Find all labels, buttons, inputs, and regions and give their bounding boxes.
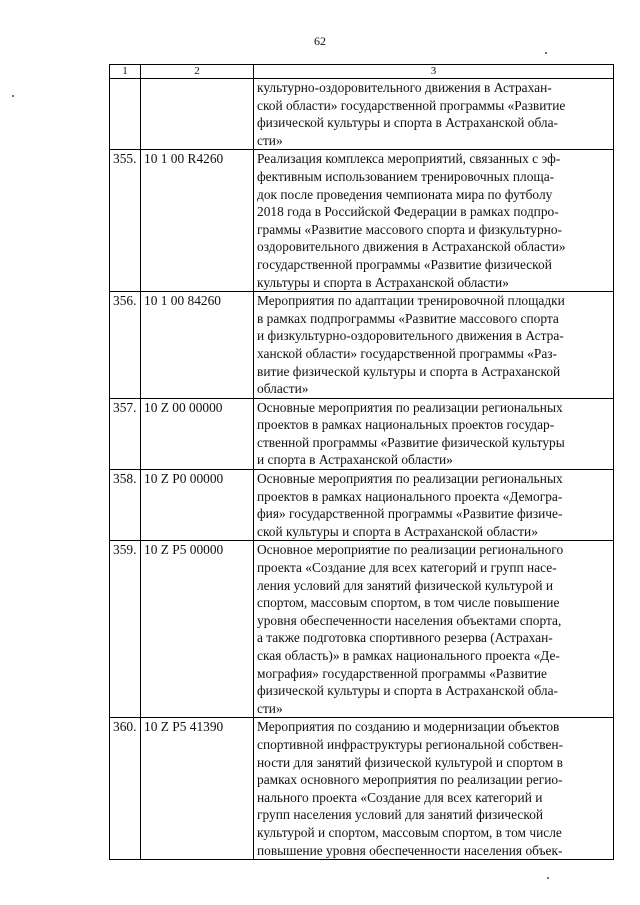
row-number: 357. [110, 398, 141, 469]
budget-code: 10 1 00 R4260 [141, 150, 254, 292]
row-number: 360. [110, 718, 141, 860]
row-description: Основное мероприятие по реализации регионального проекта «Создание для всех категорий и групп насе- ления условий для занятий физической культурой и спортом, массовым спортом, в том числе повышение уровня обеспеченности населения объектами спорта, а также подготовка спортивного резерва (Астрахан- ская область)» в рамках национального проекта «Де- мография» государственной программы «Развитие физической культуры и спорта в Астраханской обла- сти» [254, 541, 614, 718]
page-number: 62 [314, 34, 326, 48]
budget-code: 10 Z 00 00000 [141, 398, 254, 469]
table-header-row [110, 65, 614, 79]
row-number: 358. [110, 470, 141, 541]
row-description: Основные мероприятия по реализации региональных проектов в рамках национального проекта «Демогра- фия» государственной программы «Развитие физиче- ской культуры и спорта в Астраханской области» [254, 470, 614, 541]
budget-code [141, 79, 254, 150]
table-row [110, 398, 614, 469]
row-number: 355. [110, 150, 141, 292]
scan-speck [12, 95, 14, 97]
table-row [110, 718, 614, 860]
row-number: 356. [110, 292, 141, 399]
column-header-1: 1 [110, 65, 141, 79]
budget-code: 10 Z P5 41390 [141, 718, 254, 860]
budget-code-table [109, 64, 614, 860]
row-description: Мероприятия по созданию и модернизации объектов спортивной инфраструктуры региональной собствен- ности для занятий физической культурой и спортом в рамках основного мероприятия по реализации регио- нального проекта «Создание для всех категорий и групп населения условий для занятий физической культурой и спортом, массовым спортом, в том числе повышение уровня обеспеченности населения объек- [254, 718, 614, 860]
budget-code: 10 1 00 84260 [141, 292, 254, 399]
scan-speck [545, 52, 547, 54]
table-row [110, 470, 614, 541]
budget-code: 10 Z P5 00000 [141, 541, 254, 718]
table-row [110, 79, 614, 150]
row-number: 359. [110, 541, 141, 718]
budget-code: 10 Z P0 00000 [141, 470, 254, 541]
row-description: Мероприятия по адаптации тренировочной площадки в рамках подпрограммы «Развитие массового спорта и физкультурно-оздоровительного движения в Астра- ханской области» государственной программы «Раз- витие физической культуры и спорта в Астраханской области» [254, 292, 614, 399]
row-description: Основные мероприятия по реализации региональных проектов в рамках национальных проектов государ- ственной программы «Развитие физической культуры и спорта в Астраханской области» [254, 398, 614, 469]
table-row [110, 150, 614, 292]
row-description: Реализация комплекса мероприятий, связанных с эф- фективным использованием тренировочных площа- док после проведения чемпионата мира по футболу 2018 года в Российской Федерации в рамках подпро- граммы «Развитие массового спорта и физкультурно- оздоровительного движения в Астраханской области» государственной программы «Развитие физической культуры и спорта в Астраханской области» [254, 150, 614, 292]
row-number [110, 79, 141, 150]
table-row [110, 292, 614, 399]
column-header-3: 3 [254, 65, 614, 79]
table-row [110, 541, 614, 718]
row-description: культурно-оздоровительного движения в Астрахан- ской области» государственной программы «Развитие физической культуры и спорта в Астраханской обла- сти» [254, 79, 614, 150]
column-header-2: 2 [141, 65, 254, 79]
scan-speck [547, 877, 549, 879]
